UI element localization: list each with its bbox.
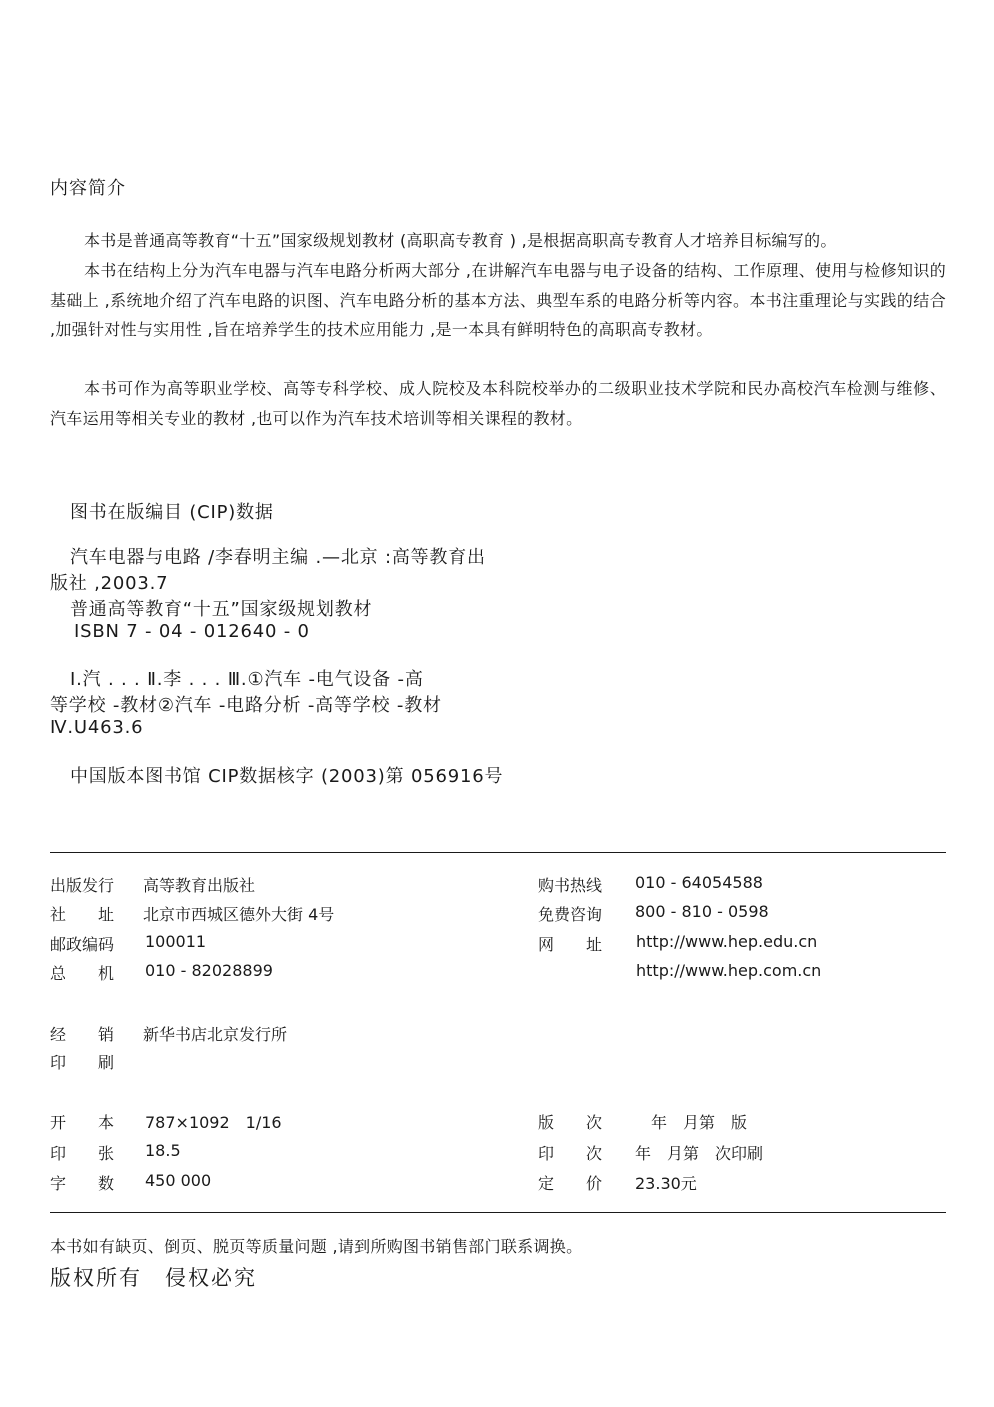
publisher-right-value-1: 010 - 64054588 — [635, 873, 763, 892]
cip-classification-1: Ⅰ.汽 . . . Ⅱ.李 . . . Ⅲ.①汽车 -电气设备 -高 — [70, 669, 424, 690]
divider-top — [50, 852, 946, 853]
spec-value-price: 23.30元 — [635, 1174, 697, 1193]
spec-label-price: 定 价 — [538, 1174, 603, 1193]
publisher-value-3: 100011 — [145, 932, 207, 951]
publisher-label-2: 社 址 — [50, 905, 115, 924]
publisher-right-label-1: 购书热线 — [538, 876, 603, 895]
cip-record-number: 中国版本图书馆 CIP数据核字 (2003)第 056916号 — [70, 766, 504, 787]
website-link-2[interactable]: http://www.hep.com.cn — [636, 961, 822, 980]
cip-classification-2: 等学校 -教材②汽车 -电路分析 -高等学校 -教材 — [50, 695, 442, 716]
publisher-label-3: 邮政编码 — [50, 935, 115, 954]
cip-heading: 图书在版编目 (CIP)数据 — [70, 502, 274, 523]
publisher-value-2: 北京市西城区德外大街 4号 — [143, 905, 335, 924]
spec-label-format: 开 本 — [50, 1113, 115, 1132]
spec-value-printing: 年 月第 次印刷 — [635, 1144, 764, 1163]
cip-isbn: ISBN 7 - 04 - 012640 - 0 — [74, 621, 310, 642]
spec-label-edition: 版 次 — [538, 1113, 603, 1132]
distribution-label-1: 经 销 — [50, 1025, 115, 1044]
summary-paragraph-3: 本书可作为高等职业学校、高等专科学校、成人院校及本科院校举办的二级职业技术学院和民办高校汽车检测与维修、汽车运用等相关专业的教材 ,也可以作为汽车技术培训等相关课程的教材。 — [50, 379, 946, 428]
divider-bottom — [50, 1212, 946, 1213]
spec-label-printing: 印 次 — [538, 1144, 603, 1163]
summary-heading: 内容简介 — [50, 178, 126, 199]
spec-label-sheets: 印 张 — [50, 1144, 115, 1163]
distribution-value-1: 新华书店北京发行所 — [143, 1025, 288, 1044]
publisher-value-4: 010 - 82028899 — [145, 961, 273, 980]
distribution-label-2: 印 刷 — [50, 1053, 115, 1072]
spec-label-wordcount: 字 数 — [50, 1174, 115, 1193]
cip-line-1: 汽车电器与电路 /李春明主编 .—北京 :高等教育出 — [70, 547, 486, 568]
summary-paragraph-2: 本书在结构上分为汽车电器与汽车电路分析两大部分 ,在讲解汽车电器与电子设备的结构、工作原理、使用与检修知识的基础上 ,系统地介绍了汽车电路的识图、汽车电路分析的基本方法、典型车系的电路分析等内容。本书注重理论与实践的结合 ,加强针对性与实用性 ,旨在培养学生的技术应用能力 ,是一本具有鲜明特色的高职高专教材。 — [50, 261, 946, 339]
website-link-1[interactable]: http://www.hep.edu.cn — [636, 932, 818, 951]
spec-value-format: 787×1092 1/16 — [145, 1113, 282, 1132]
cip-line-3: 普通高等教育“十五”国家级规划教材 — [70, 599, 373, 620]
cip-line-2: 版社 ,2003.7 — [50, 573, 169, 594]
spec-value-sheets: 18.5 — [145, 1141, 181, 1160]
spec-value-edition: 年 月第 版 — [635, 1113, 748, 1132]
publisher-right-label-2: 免费咨询 — [538, 905, 603, 924]
copyright-notice: 版权所有 侵权必究 — [50, 1266, 257, 1290]
publisher-right-label-3: 网 址 — [538, 935, 603, 954]
publisher-label-1: 出版发行 — [50, 876, 115, 895]
cip-classification-3: Ⅳ.U463.6 — [50, 717, 144, 738]
publisher-value-1: 高等教育出版社 — [143, 876, 256, 895]
quality-notice: 本书如有缺页、倒页、脱页等质量问题 ,请到所购图书销售部门联系调换。 — [50, 1237, 583, 1256]
publisher-label-4: 总 机 — [50, 964, 115, 983]
spec-value-wordcount: 450 000 — [145, 1171, 212, 1190]
publisher-right-value-2: 800 - 810 - 0598 — [635, 902, 769, 921]
summary-paragraph-1: 本书是普通高等教育“十五”国家级规划教材 (高职高专教育 ) ,是根据高职高专教育人才培养目标编写的。 — [84, 231, 837, 250]
